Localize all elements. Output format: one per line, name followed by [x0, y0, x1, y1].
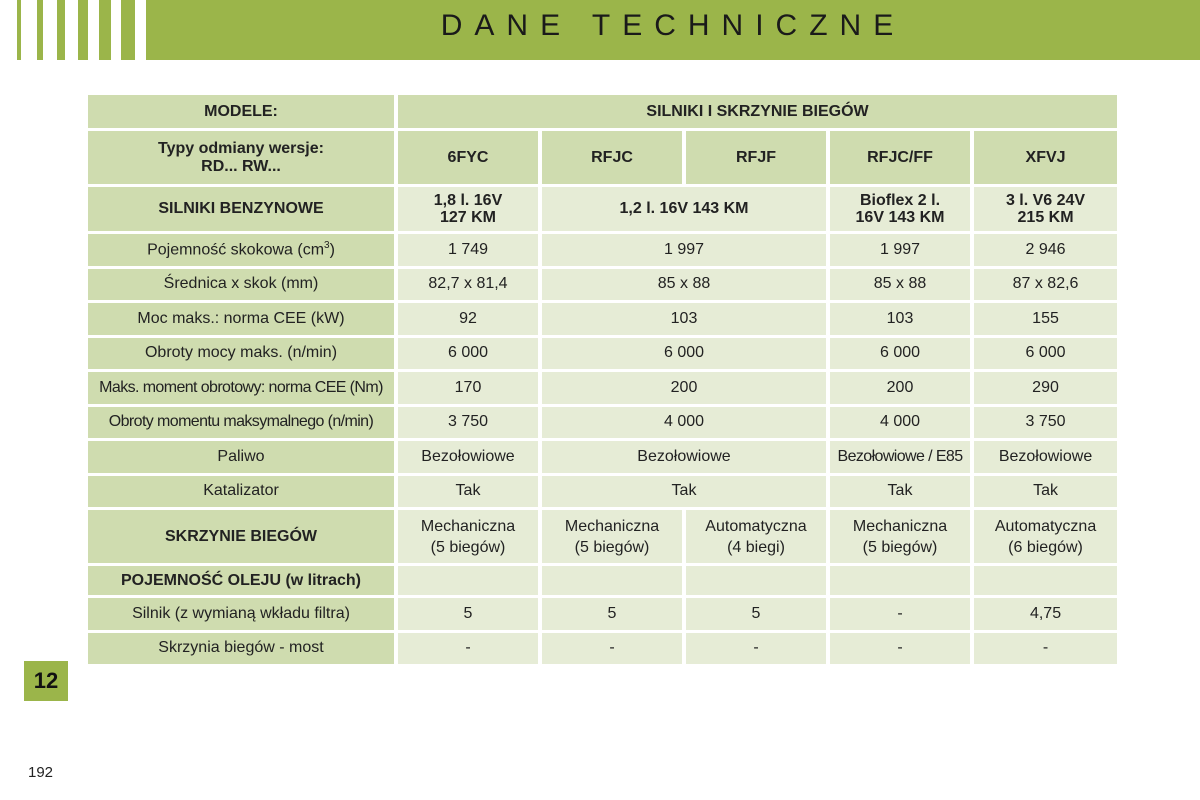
engine-cell	[398, 187, 538, 231]
header-stripe	[17, 0, 21, 60]
header-stripe	[121, 0, 135, 60]
code-cell: RFJC	[542, 131, 682, 184]
engine-cell	[830, 187, 970, 231]
value-cell	[542, 566, 682, 595]
value-cell: 6 000	[542, 338, 826, 370]
engines-header: SILNIKI I SKRZYNIE BIEGÓW	[398, 95, 1117, 128]
value-cell: 3 750	[974, 407, 1117, 439]
row-label: Silnik (z wymianą wkładu filtra)	[88, 598, 394, 630]
engine-4-line1: 3 l. V6 24V	[1005, 192, 1086, 209]
row-label: Katalizator	[88, 476, 394, 508]
value-cell: 5	[686, 598, 826, 630]
engine-row	[88, 187, 1117, 231]
value-cell	[974, 566, 1117, 595]
codes-row	[88, 131, 1117, 184]
row-label: Maks. moment obrotowy: norma CEE (Nm)	[88, 372, 394, 404]
row-label: Paliwo	[88, 441, 394, 473]
value-cell: 6 000	[974, 338, 1117, 370]
value-cell: Tak	[974, 476, 1117, 508]
table-row	[88, 372, 1117, 404]
row-label: Skrzynia biegów - most	[88, 633, 394, 665]
engine-3-line2: 16V 143 KM	[855, 209, 945, 226]
value-cell: 4,75	[974, 598, 1117, 630]
engine-1-line1: 1,8 l. 16V	[433, 192, 503, 209]
value-cell: 200	[830, 372, 970, 404]
value-cell: 170	[398, 372, 538, 404]
value-cell: 103	[542, 303, 826, 335]
value-cell: 92	[398, 303, 538, 335]
engine-3-line1: Bioflex 2 l.	[859, 192, 941, 209]
value-cell: -	[686, 633, 826, 665]
value-cell: 85 x 88	[542, 269, 826, 301]
oil-label: POJEMNOŚĆ OLEJU (w litrach)	[88, 566, 394, 595]
value-cell: -	[830, 633, 970, 665]
header-stripe	[99, 0, 111, 60]
types-label	[88, 131, 394, 184]
header-stripe	[57, 0, 65, 60]
value-cell: Tak	[542, 476, 826, 508]
oil-header-row	[88, 566, 1117, 595]
value-cell: -	[398, 633, 538, 665]
value-cell: 4 000	[830, 407, 970, 439]
gearbox-label: SKRZYNIE BIEGÓW	[88, 510, 394, 563]
value-cell: 1 997	[542, 234, 826, 266]
gearbox-row	[88, 510, 1117, 563]
code-cell: 6FYC	[398, 131, 538, 184]
value-cell: 82,7 x 81,4	[398, 269, 538, 301]
row-label: Obroty mocy maks. (n/min)	[88, 338, 394, 370]
table-header-row	[88, 95, 1117, 128]
types-label-line2: RD... RW...	[201, 157, 281, 175]
table-row	[88, 338, 1117, 370]
spec-table	[84, 92, 1121, 667]
value-cell: Bezołowiowe	[542, 441, 826, 473]
models-label: MODELE:	[88, 95, 394, 128]
page-title: DANE TECHNICZNE	[440, 9, 906, 42]
code-cell: RFJC/FF	[830, 131, 970, 184]
value-cell: -	[542, 633, 682, 665]
petrol-label: SILNIKI BENZYNOWE	[88, 187, 394, 231]
table-row	[88, 476, 1117, 508]
table-row	[88, 269, 1117, 301]
value-cell	[830, 566, 970, 595]
header-bar	[0, 0, 1200, 60]
table-row	[88, 303, 1117, 335]
row-label: Pojemność skokowa $(cm^3)$	[88, 234, 394, 266]
value-cell: 85 x 88	[830, 269, 970, 301]
value-cell	[398, 566, 538, 595]
page-number: 192	[28, 764, 54, 781]
table-row	[88, 441, 1117, 473]
value-cell	[686, 566, 826, 595]
table-row	[88, 633, 1117, 665]
types-label-line1: Typy odmiany wersje:	[158, 139, 324, 157]
value-cell: Bezołowiowe / E85	[830, 441, 970, 473]
value-cell: 3 750	[398, 407, 538, 439]
value-cell: 200	[542, 372, 826, 404]
gearbox-cell: Mechaniczna (5 biegów)	[542, 510, 682, 563]
value-cell: 1 997	[830, 234, 970, 266]
value-cell: 1 749	[398, 234, 538, 266]
value-cell: 6 000	[398, 338, 538, 370]
header-stripe	[78, 0, 88, 60]
value-cell: 5	[398, 598, 538, 630]
value-cell: 5	[542, 598, 682, 630]
value-cell: Bezołowiowe	[974, 441, 1117, 473]
table-row	[88, 234, 1117, 266]
code-cell: RFJF	[686, 131, 826, 184]
value-cell: 155	[974, 303, 1117, 335]
value-cell: Tak	[398, 476, 538, 508]
value-cell: 87 x 82,6	[974, 269, 1117, 301]
engine-4-line2: 215 KM	[1017, 209, 1074, 226]
value-cell: -	[974, 633, 1117, 665]
row-label: Moc maks.: norma CEE (kW)	[88, 303, 394, 335]
engine-cell: 1,2 l. 16V 143 KM	[542, 187, 826, 231]
value-cell: 103	[830, 303, 970, 335]
gearbox-cell: Mechaniczna (5 biegów)	[398, 510, 538, 563]
code-cell: XFVJ	[974, 131, 1117, 184]
value-cell: 6 000	[830, 338, 970, 370]
row-label: Średnica x skok (mm)	[88, 269, 394, 301]
engine-cell	[974, 187, 1117, 231]
value-cell: 4 000	[542, 407, 826, 439]
value-cell: -	[830, 598, 970, 630]
row-label: Obroty momentu maksymalnego (n/min)	[88, 407, 394, 439]
engine-1-line2: 127 KM	[439, 209, 497, 226]
value-cell: Bezołowiowe	[398, 441, 538, 473]
value-cell: 2 946	[974, 234, 1117, 266]
table-row	[88, 598, 1117, 630]
gearbox-cell: Automatyczna (4 biegi)	[686, 510, 826, 563]
gearbox-cell: Mechaniczna (5 biegów)	[830, 510, 970, 563]
value-cell: 290	[974, 372, 1117, 404]
chapter-tab: 12	[24, 661, 68, 701]
gearbox-cell: Automatyczna (6 biegów)	[974, 510, 1117, 563]
value-cell: Tak	[830, 476, 970, 508]
table-row	[88, 407, 1117, 439]
header-stripe	[37, 0, 43, 60]
